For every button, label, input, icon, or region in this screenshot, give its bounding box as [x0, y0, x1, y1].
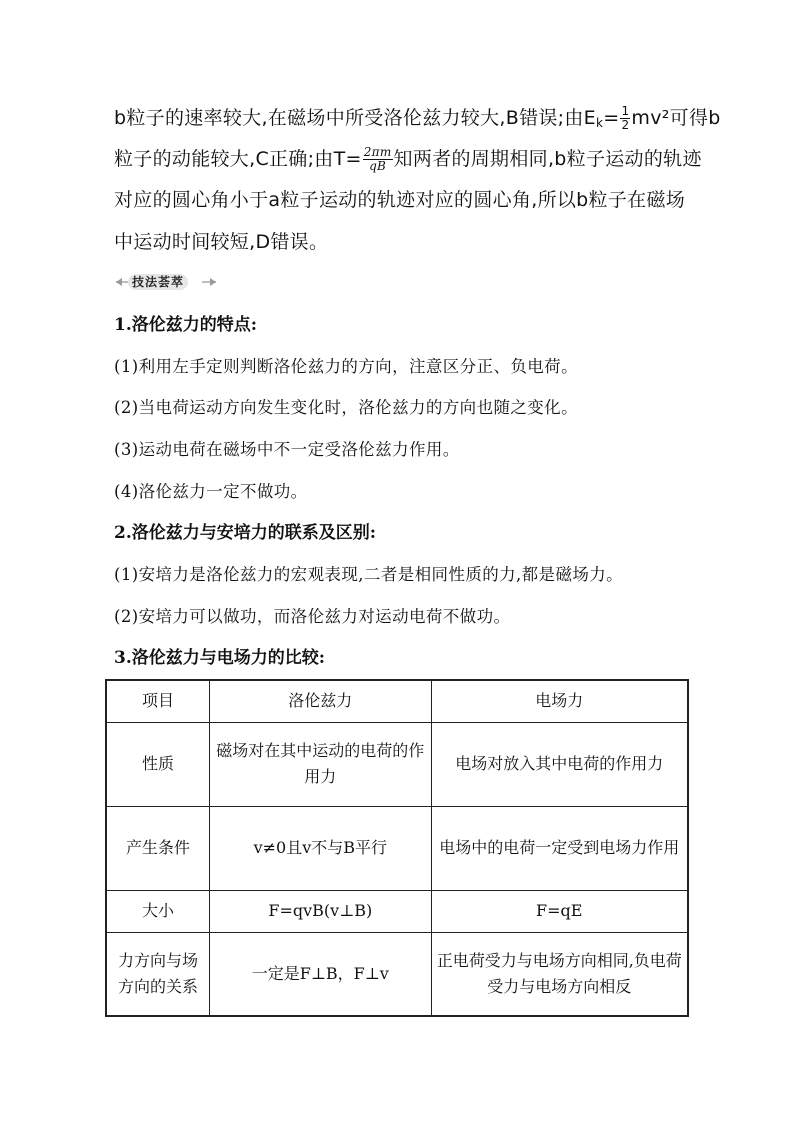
- fraction-denominator: 2: [621, 118, 630, 132]
- table-header-cell: 项目: [106, 680, 210, 722]
- kinetic-energy-subscript: k: [595, 116, 604, 130]
- table-cell: F=qE: [431, 890, 688, 932]
- intro-line-2-text-a: 粒子的动能较大,C正确;由T=: [114, 148, 362, 170]
- comparison-table: [105, 679, 689, 1017]
- table-cell: 正电荷受力与电场方向相同,负电荷受力与电场方向相反: [431, 932, 688, 1016]
- table-cell: F=qvB(v⊥B): [210, 890, 431, 932]
- table-header-cell: 电场力: [431, 680, 688, 722]
- table-cell: 电场中的电荷一定受到电场力作用: [431, 806, 688, 890]
- section-2-heading: 2.洛伦兹力与安培力的联系及区别:: [114, 523, 377, 543]
- fraction-one-half: [620, 105, 630, 132]
- table-cell: v≠0且v不与B平行: [210, 806, 431, 890]
- section-1-item-3: (3)运动电荷在磁场中不一定受洛伦兹力作用。: [114, 440, 460, 459]
- fraction-denominator: qB: [369, 159, 387, 173]
- badge-label: 技法荟萃: [128, 274, 188, 290]
- table-row: [106, 722, 688, 806]
- fraction-period: [363, 146, 393, 173]
- badge-right-arrow-icon: [210, 278, 216, 286]
- table-cell: 磁场对在其中运动的电荷的作用力: [210, 722, 431, 806]
- table-header-cell: 洛伦兹力: [210, 680, 431, 722]
- technique-badge: [116, 272, 216, 292]
- section-2-item-1: (1)安培力是洛伦兹力的宏观表现,二者是相同性质的力,都是磁场力。: [114, 565, 624, 584]
- table-cell: 力方向与场方向的关系: [106, 932, 210, 1016]
- badge-left-arrow-icon: [116, 278, 122, 286]
- section-1-item-2: (2)当电荷运动方向发生变化时，洛伦兹力的方向也随之变化。: [114, 398, 578, 417]
- section-1-item-1: (1)利用左手定则判断洛伦兹力的方向，注意区分正、负电荷。: [114, 357, 578, 376]
- intro-line-3: 对应的圆心角小于a粒子运动的轨迹对应的圆心角,所以b粒子在磁场: [114, 189, 686, 211]
- intro-line-1-text-b: mv²可得b: [631, 107, 721, 129]
- table-cell: 电场对放入其中电荷的作用力: [431, 722, 688, 806]
- section-1-item-4: (4)洛伦兹力一定不做功。: [114, 482, 308, 501]
- table-cell: 一定是F⊥B，F⊥v: [210, 932, 431, 1016]
- table-row: [106, 932, 688, 1016]
- intro-line-1: [114, 105, 721, 135]
- intro-line-1-text-a: b粒子的速率较大,在磁场中所受洛伦兹力较大,B错误;由E: [114, 107, 596, 129]
- equals-sign: =: [603, 107, 620, 129]
- fraction-numerator: 2πm: [363, 145, 392, 159]
- table-header-row: [106, 680, 688, 722]
- section-2-item-2: (2)安培力可以做功，而洛伦兹力对运动电荷不做功。: [114, 607, 511, 626]
- intro-line-4: 中运动时间较短,D错误。: [114, 231, 329, 253]
- table-row: [106, 890, 688, 932]
- fraction-numerator: 1: [621, 104, 630, 118]
- table-cell: 性质: [106, 722, 210, 806]
- table-cell: 大小: [106, 890, 210, 932]
- section-1-heading: 1.洛伦兹力的特点:: [114, 315, 258, 335]
- intro-line-2-text-b: 知两者的周期相同,b粒子运动的轨迹: [393, 148, 702, 170]
- section-3-heading: 3.洛伦兹力与电场力的比较:: [114, 648, 326, 668]
- table-row: [106, 806, 688, 890]
- table-cell: 产生条件: [106, 806, 210, 890]
- intro-line-2: [114, 146, 702, 173]
